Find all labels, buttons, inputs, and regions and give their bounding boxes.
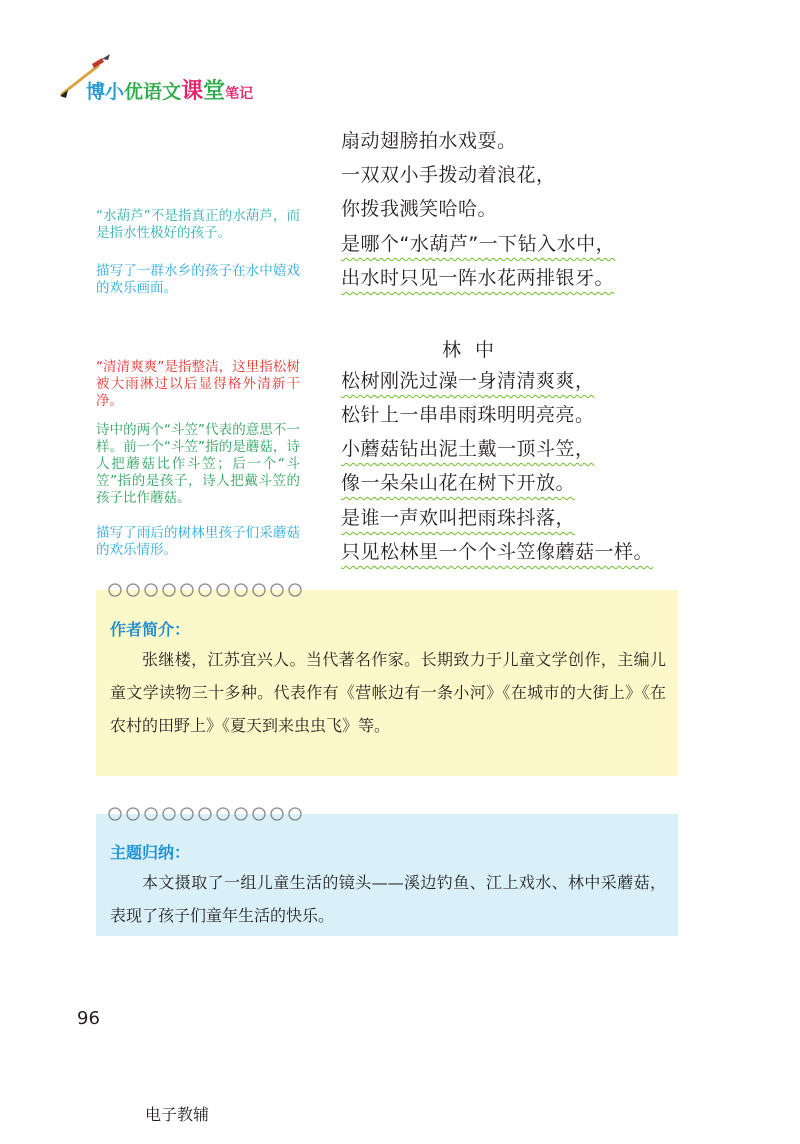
poem-line-underlined: 松树刚洗过澡一身清清爽爽， bbox=[341, 370, 595, 392]
side-note: 诗中的两个“斗笠”代表的意思不一样。前一个“斗笠”指的是蘑菇，诗人把蘑菇比作斗笠；后一个“斗笠”指的是孩子，诗人把戴斗笠的孩子比作蘑菇。 bbox=[96, 422, 300, 506]
poem-line: 扇动翅膀拍水戏耍。 bbox=[341, 130, 517, 152]
spiral-rings-icon bbox=[106, 581, 310, 599]
section-title: 林中 bbox=[442, 339, 509, 361]
footer-text: 电子教辅 bbox=[145, 1105, 210, 1124]
poem-line-underlined: 小蘑菇钻出泥土戴一顶斗笠， bbox=[341, 438, 595, 460]
poem-line-underlined: 像一朵朵山花在树下开放。 bbox=[341, 472, 576, 494]
poem-line: 松针上一串串雨珠明明亮亮。 bbox=[341, 404, 595, 426]
theme-heading: 主题归纳： bbox=[110, 843, 191, 862]
logo-char: 记 bbox=[239, 86, 254, 102]
theme-body: 本文摄取了一组儿童生活的镜头——溪边钓鱼、江上戏水、林中采蘑菇，表现了孩子们童年生活的快乐。 bbox=[110, 873, 666, 925]
side-note: “水葫芦”不是指真正的水葫芦，而是指水性极好的孩子。 bbox=[96, 208, 300, 241]
poem-line: 你拨我溅笑哈哈。 bbox=[341, 198, 498, 220]
logo-char: 课 bbox=[181, 79, 204, 104]
logo-char: 小 bbox=[105, 81, 125, 103]
side-note: 描写了一群水乡的孩子在水中嬉戏的欢乐画面。 bbox=[96, 263, 300, 296]
poem-line-underlined: 是谁一声欢叫把雨珠抖落， bbox=[341, 507, 576, 529]
logo-char: 优 bbox=[124, 81, 144, 103]
logo-char: 文 bbox=[162, 81, 182, 103]
poem-line-underlined: 只见松林里一个个斗笠像蘑菇一样。 bbox=[341, 541, 654, 563]
poem-line-underlined: 出水时只见一阵水花两排银牙。 bbox=[341, 267, 615, 289]
logo-char: 笔 bbox=[225, 86, 240, 102]
logo-char: 博 bbox=[86, 81, 106, 103]
header-logo bbox=[58, 52, 308, 104]
poem-line-underlined: 是哪个“水葫芦”一下钻入水中， bbox=[341, 233, 616, 255]
side-note: 描写了雨后的树林里孩子们采蘑菇的欢乐情形。 bbox=[96, 525, 300, 558]
logo-title bbox=[86, 74, 253, 105]
author-body: 张继楼，江苏宜兴人。当代著名作家。长期致力于儿童文学创作，主编儿童文学读物三十多种。代表作有《营帐边有一条小河》《在城市的大街上》《在农村的田野上》《夏天到来虫虫飞》等。 bbox=[110, 650, 666, 735]
page-number: 96 bbox=[77, 1008, 100, 1029]
logo-char: 语 bbox=[143, 81, 163, 103]
logo-char: 堂 bbox=[203, 79, 226, 104]
side-note: “清清爽爽”是指整洁，这里指松树被大雨淋过以后显得格外清新干净。 bbox=[96, 359, 300, 409]
author-heading: 作者简介： bbox=[110, 620, 191, 639]
poem-line: 一双双小手拨动着浪花， bbox=[341, 164, 556, 186]
spiral-rings-icon bbox=[106, 805, 310, 823]
